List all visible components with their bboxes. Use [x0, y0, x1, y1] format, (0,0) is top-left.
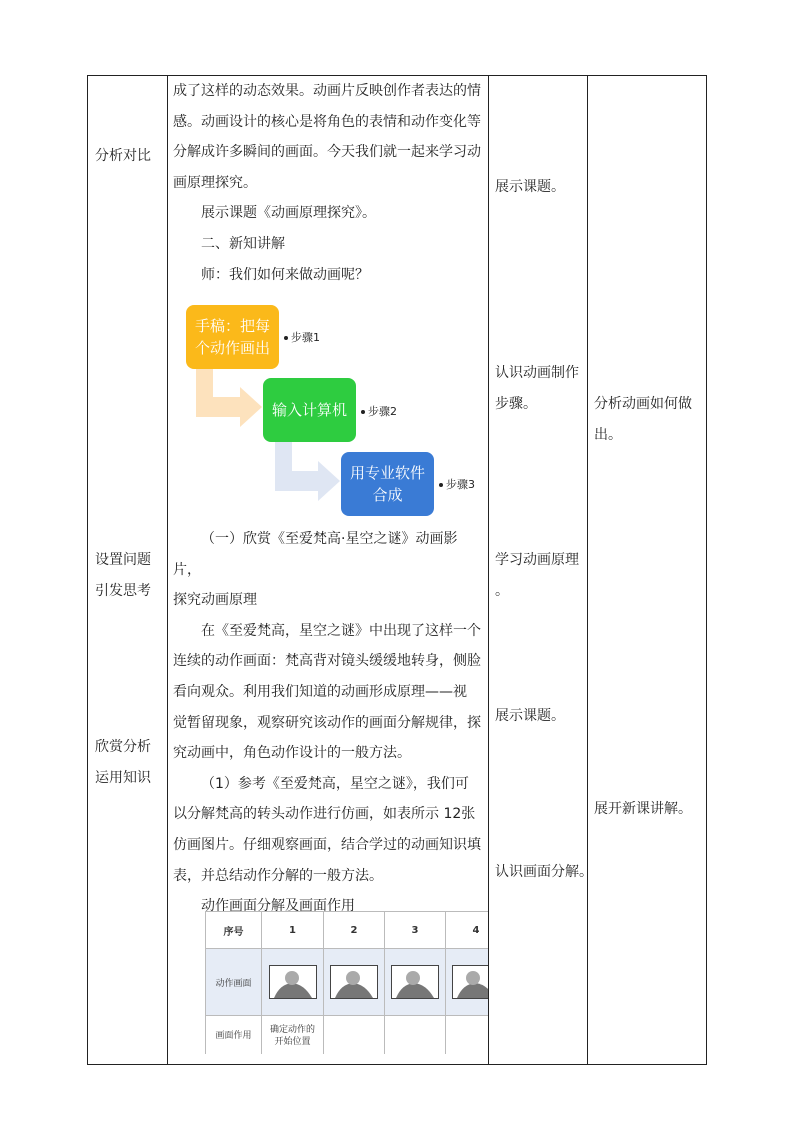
- table-frames-row: [206, 949, 489, 1016]
- portrait-thumbnail: [330, 965, 378, 999]
- label-analyze-compare: 分析对比: [95, 148, 151, 164]
- arrow-step1-to-step2: [196, 368, 262, 427]
- table-header-row: [206, 912, 489, 949]
- flow-arrows: [0, 0, 794, 520]
- header-cell-2: 2: [324, 912, 385, 949]
- header-cell-3: 3: [385, 912, 446, 949]
- section-heading-new-knowledge: 二、新知讲解: [201, 235, 285, 252]
- frame-cell-4: [446, 949, 489, 1016]
- role-cell-3: [385, 1016, 446, 1055]
- step2-box: 输入计算机: [263, 378, 356, 442]
- step1-label: [284, 329, 320, 345]
- table-border-bottom: [87, 1064, 707, 1065]
- student-learn-principle-1: 学习动画原理: [495, 552, 579, 568]
- label-set-question-2: 引发思考: [95, 583, 151, 599]
- header-cell-4: 4: [446, 912, 489, 949]
- frame-cell-3: [385, 949, 446, 1016]
- frame-cell-1: [262, 949, 324, 1016]
- bullet-icon: [439, 483, 443, 487]
- arrow-step2-to-step3: [275, 442, 340, 501]
- step2-label: [361, 403, 397, 419]
- vangogh-para-line-4: 觉暂留现象，观察研究该动作的画面分解规律，探: [173, 714, 481, 731]
- table-caption: 动作画面分解及画面作用: [201, 898, 355, 915]
- row-label-role: 画面作用: [206, 1016, 262, 1055]
- intent-new-lesson: 展开新课讲解。: [594, 801, 692, 817]
- portrait-thumbnail: [452, 965, 488, 999]
- label-appreciate-2: 运用知识: [95, 770, 151, 786]
- show-topic-line: 展示课题《动画原理探究》。: [201, 205, 376, 222]
- vangogh-para-line-2: 连续的动作画面：梵高背对镜头缓缓地转身，侧脸: [173, 653, 481, 670]
- step3-box: 用专业软件合成: [341, 452, 434, 516]
- student-frame-breakdown: 认识画面分解。: [495, 864, 593, 880]
- action-breakdown-grid: [205, 911, 488, 1054]
- step3-text: 步骤3: [446, 478, 475, 491]
- role-cell-1-text: 确定动作的开始位置: [269, 1025, 315, 1047]
- frame-cell-2: [324, 949, 385, 1016]
- main-paragraphs-bottom: [173, 524, 483, 922]
- task-para-line-2: 以分解梵高的转头动作进行仿画，如表所示 12张: [173, 806, 476, 823]
- task-para-line-3: 仿画图片。仔细观察画面，结合学过的动画知识填: [173, 836, 481, 853]
- role-cell-4: [446, 1016, 489, 1055]
- task-para-line-4: 表，并总结动作分解的一般方法。: [173, 867, 383, 884]
- bullet-icon: [361, 410, 365, 414]
- teacher-question: 师：我们如何来做动画呢？: [201, 266, 369, 283]
- role-cell-2: [324, 1016, 385, 1055]
- portrait-thumbnail: [391, 965, 439, 999]
- label-set-question-1: 设置问题: [95, 552, 151, 568]
- intro-line-3: 分解成许多瞬间的画面。今天我们就一起来学习动: [173, 144, 481, 161]
- student-show-topic-2: 展示课题。: [495, 708, 565, 724]
- vangogh-para-line-3: 看向观众。利用我们知道的动画形成原理——视: [173, 683, 467, 700]
- step3-label: [439, 476, 475, 492]
- intro-line-4: 画原理探究。: [173, 174, 257, 191]
- portrait-thumbnail: [269, 965, 317, 999]
- student-learn-steps-1: 认识动画制作: [495, 365, 579, 381]
- step1-box: 手稿：把每个动作画出: [186, 305, 279, 369]
- vangogh-para-line-5: 究动画中，角色动作设计的一般方法。: [173, 745, 411, 762]
- header-cell-1: 1: [262, 912, 324, 949]
- task-para-line-1: （1）参考《至爱梵高，星空之谜》，我们可: [201, 775, 469, 792]
- action-breakdown-table: [205, 911, 488, 1054]
- step1-text: 步骤1: [291, 331, 320, 344]
- student-learn-steps-2: 步骤。: [495, 396, 537, 412]
- vangogh-para-line-1: 在《至爱梵高，星空之谜》中出现了这样一个: [201, 622, 481, 639]
- table-role-row: [206, 1016, 489, 1055]
- bullet-icon: [284, 336, 288, 340]
- header-cell-index: 序号: [206, 912, 262, 949]
- appreciate-heading-line-1: （一）欣赏《至爱梵高·星空之谜》动画影片，: [173, 531, 458, 578]
- intent-analyze-1: 分析动画如何做: [594, 396, 692, 412]
- row-label-frames: 动作画面: [206, 949, 262, 1016]
- intro-line-1: 成了这样的动态效果。动画片反映创作者表达的情: [173, 83, 481, 99]
- appreciate-heading-line-2: 探究动画原理: [173, 592, 257, 609]
- intent-analyze-2: 出。: [594, 427, 622, 443]
- intro-line-2: 感。动画设计的核心是将角色的表情和动作变化等: [173, 113, 481, 130]
- student-show-topic-1: 展示课题。: [495, 179, 565, 195]
- label-appreciate-1: 欣赏分析: [95, 739, 151, 755]
- student-learn-principle-2: 。: [495, 583, 509, 599]
- role-cell-1: [262, 1016, 324, 1055]
- step2-text: 步骤2: [368, 405, 397, 418]
